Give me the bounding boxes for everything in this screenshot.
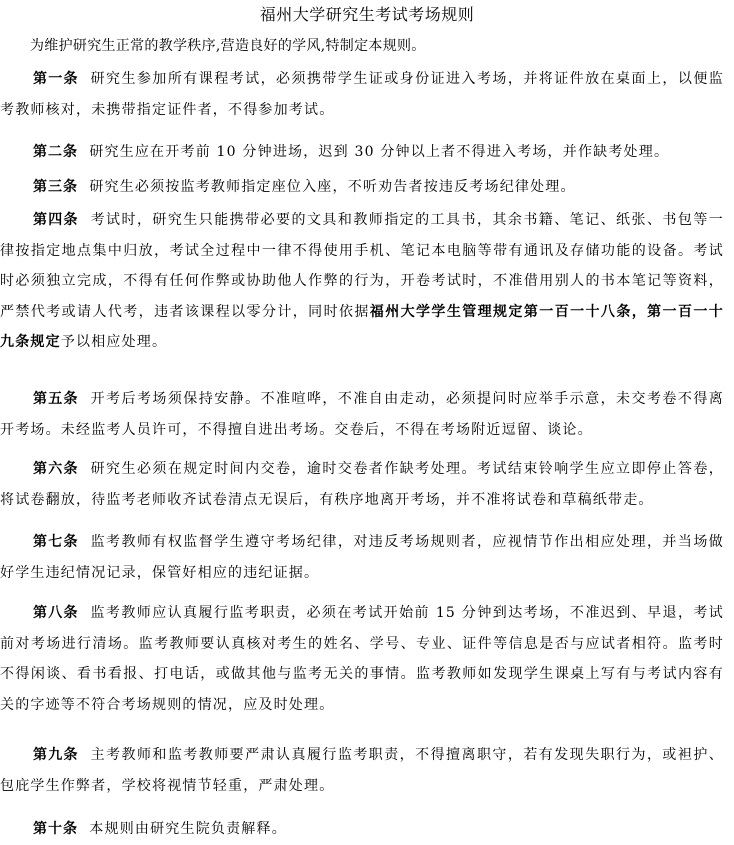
article-text: 开考后考场须保持安静。不准喧哗，不准自由走动，必须提问时应举手示意，未交考卷不得离开考场。未经监考人员许可，不得擅自进出考场。交卷后，不得在考场附近逗留、谈论。 — [0, 391, 724, 438]
article-1 — [0, 64, 734, 125]
article-label: 第七条 — [33, 534, 79, 550]
article-text: 监考教师应认真履行监考职责，必须在考试开始前 15 分钟到达考场，不准迟到、早退，考试前对考场进行清场。监考教师要认真核对考生的姓名、学号、专业、证件等信息是否与应试者相符。监考时不得闲谈、看书看报、打电话，或做其他与监考无关的事情。监考教师如发现学生课桌上写有与考试内容有关的字迹等不符合考场规则的情况，应及时处理。 — [0, 605, 725, 713]
article-label: 第二条 — [33, 144, 78, 160]
article-label: 第九条 — [33, 747, 79, 763]
article-10 — [0, 814, 734, 845]
article-text: 研究生必须在规定时间内交卷，逾时交卷者作缺考处理。考试结束铃响学生应立即停止答卷，将试卷翻放，待监考老师收齐试卷清点无误后，有秩序地离开考场，并不准将试卷和草稿纸带走。 — [0, 461, 724, 508]
article-label: 第八条 — [33, 605, 79, 621]
article-label: 第六条 — [33, 461, 79, 477]
article-6 — [0, 454, 734, 515]
article-text: 本规则由研究生院负责解释。 — [89, 821, 287, 837]
article-5 — [0, 384, 734, 445]
article-3 — [0, 172, 734, 203]
article-4 — [0, 205, 734, 358]
article-text: 研究生参加所有课程考试，必须携带学生证或身份证进入考场，并将证件放在桌面上，以便监考教师核对，未携带指定证件者，不得参加考试。 — [0, 71, 724, 118]
article-label: 第四条 — [33, 212, 79, 228]
article-text: 研究生应在开考前 10 分钟进场，迟到 30 分钟以上者不得进入考场，并作缺考处理。 — [89, 144, 670, 160]
article-label: 第五条 — [33, 391, 79, 407]
article-text: 研究生必须按监考教师指定座位入座，不听劝告者按违反考场纪律处理。 — [89, 179, 576, 195]
document-title: 福州大学研究生考试考场规则 — [259, 5, 475, 24]
article-9 — [0, 740, 734, 801]
article-label: 第十条 — [33, 821, 78, 837]
article-text-end: 予以相应处理。 — [60, 334, 168, 350]
article-text: 监考教师有权监督学生遵守考场纪律，对违反考场规则者，应视情节作出相应处理，并当场做好学生违纪情况记录，保管好相应的违纪证据。 — [0, 534, 724, 581]
article-7 — [0, 527, 734, 588]
article-8 — [0, 598, 734, 720]
article-text: 考试时，研究生只能携带必要的文具和教师指定的工具书，其余书籍、笔记、纸张、书包等一律按指定地点集中归放，考试全过程中一律不得使用手机、笔记本电脑等带有通讯及存储功能的设备。考试时必须独立完成，不得有任何作弊或协助他人作弊的行为，开卷考试时，不准借用别人的书本笔记等资料，严禁代考或请人代考，违者该课程以零分计，同时依据 — [0, 212, 724, 320]
intro-paragraph: 为维护研究生正常的教学秩序,营造良好的学风,特制定本规则。 — [30, 38, 426, 54]
article-text: 主考教师和监考教师要严肃认真履行监考职责，不得擅离职守，若有发现失职行为，或袒护、包庇学生作弊者，学校将视情节轻重，严肃处理。 — [0, 747, 724, 794]
article-label: 第三条 — [33, 179, 78, 195]
regulation-reference: 福州大学学生管理规定第一百一十八条，第一百一十九条规定 — [0, 303, 724, 350]
article-label: 第一条 — [33, 71, 79, 87]
article-2 — [0, 137, 734, 168]
